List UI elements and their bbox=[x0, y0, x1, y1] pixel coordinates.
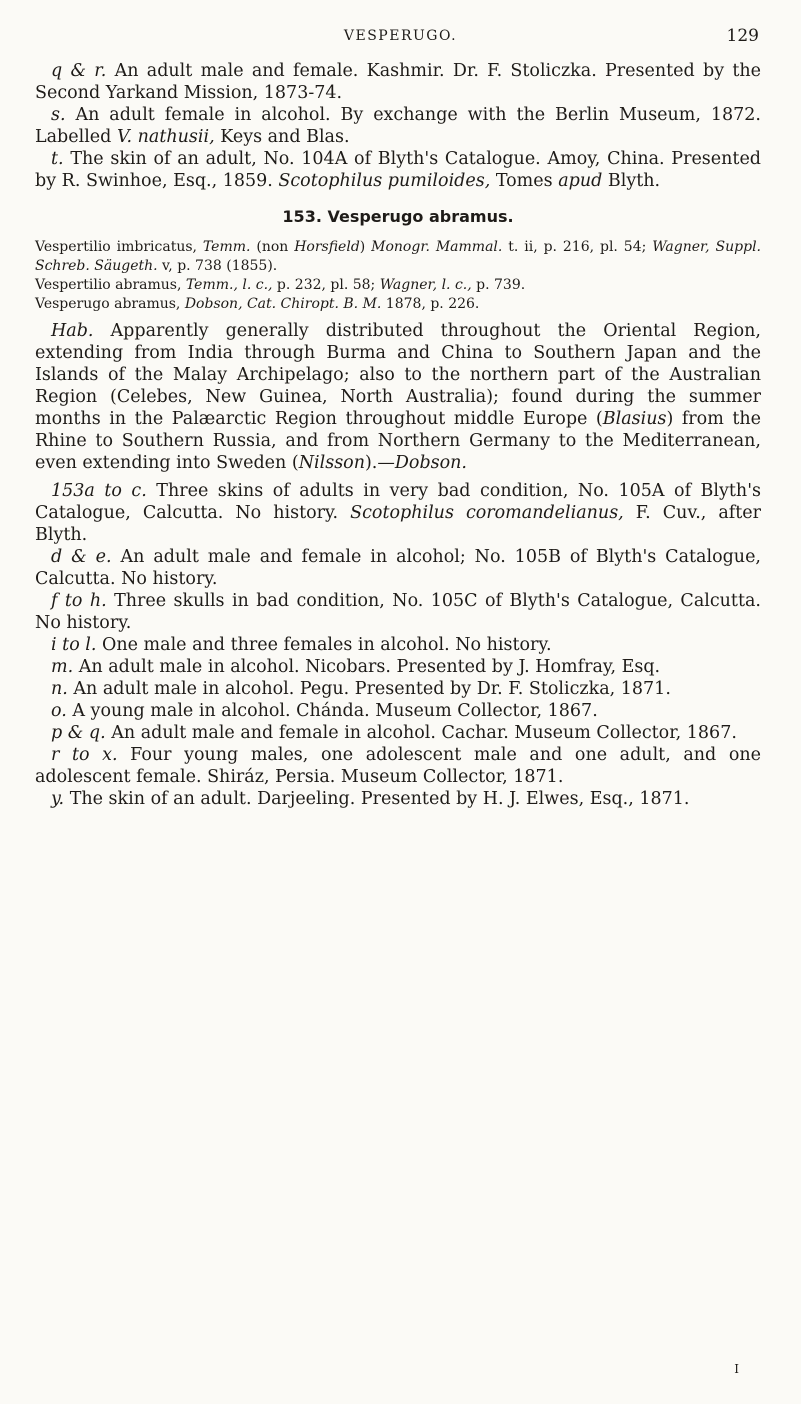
specimen-entry-t bbox=[35, 148, 761, 192]
synonym-line bbox=[35, 238, 761, 276]
entry-label: m. bbox=[51, 657, 74, 677]
entry-italic: Scotophilus coromandelianus, bbox=[350, 503, 624, 523]
synonym-authority: Horsfield bbox=[294, 239, 360, 255]
entry-text: F. Cuv., after Blyth. bbox=[35, 503, 761, 545]
synonym-authority: Wagner, l. c., bbox=[379, 277, 472, 293]
synonym-authority: Temm., l. c., bbox=[185, 277, 273, 293]
habitat-paragraph bbox=[35, 320, 761, 474]
entry-label: p & q. bbox=[51, 723, 106, 743]
habitat-italic: Dobson. bbox=[394, 453, 467, 473]
synonymy-block bbox=[35, 238, 761, 314]
entry-label: i to l. bbox=[51, 635, 97, 655]
entry-text: An adult male and female in alcohol. Cachar. Museum Collector, 1867. bbox=[105, 723, 737, 743]
specimen-entry-f-h bbox=[35, 590, 761, 634]
entry-text: A young male in alcohol. Chánda. Museum Collector, 1867. bbox=[66, 701, 598, 721]
synonym-text: t. ii, p. 216, pl. 54; bbox=[502, 239, 653, 255]
synonym-text: p. 232, pl. 58; bbox=[272, 277, 380, 293]
entry-label: 153a to c. bbox=[51, 481, 147, 501]
entry-text: Keys and Blas. bbox=[214, 127, 350, 147]
specimen-entry-s bbox=[35, 104, 761, 148]
synonym-text: Vespertilio imbricatus, bbox=[35, 239, 203, 255]
body-text bbox=[35, 60, 761, 810]
entry-text: An adult male and female in alcohol; No. 105B of Blyth's Catalogue, Calcutta. No history. bbox=[35, 547, 761, 589]
specimen-entry-p-q bbox=[35, 722, 761, 744]
specimen-entry-r-x bbox=[35, 744, 761, 788]
synonym-authority: Temm. bbox=[202, 239, 251, 255]
entry-text: One male and three females in alcohol. No history. bbox=[96, 635, 552, 655]
specimen-entry-q-r bbox=[35, 60, 761, 104]
entry-italic: apud bbox=[558, 171, 603, 191]
entry-text: An adult female in alcohol. By exchange with the Berlin Museum, 1872. Labelled bbox=[35, 105, 761, 147]
entry-label: n. bbox=[51, 679, 68, 699]
entry-text: The skin of an adult. Darjeeling. Presented by H. J. Elwes, Esq., 1871. bbox=[64, 789, 690, 809]
synonym-authority: Dobson, Cat. Chiropt. B. M. bbox=[184, 296, 382, 312]
entry-label: t. bbox=[51, 149, 64, 169]
specimen-entry-i-l bbox=[35, 634, 761, 656]
entry-text: An adult male in alcohol. Nicobars. Presented by J. Homfray, Esq. bbox=[73, 657, 661, 677]
synonym-text: ) bbox=[359, 239, 372, 255]
entry-text: Four young males, one adolescent male and one adult, and one adolescent female. Shiráz, Persia. Museum Collector, 1871. bbox=[35, 745, 761, 787]
page-number: 129 bbox=[726, 26, 759, 46]
specimen-entry-153a-c bbox=[35, 480, 761, 546]
habitat-text: ) from the Rhine to Southern Russia, and from Northern Germany to the Mediterranean, even extending into Sweden ( bbox=[35, 409, 761, 473]
entry-label: r to x. bbox=[51, 745, 118, 765]
specimen-entry-n bbox=[35, 678, 761, 700]
synonym-authority: Wagner, Suppl. Schreb. Säugeth. bbox=[35, 239, 761, 274]
entry-text: Tomes bbox=[490, 171, 559, 191]
synonym-text: 1878, p. 226. bbox=[381, 296, 480, 312]
entry-label: s. bbox=[51, 105, 66, 125]
species-heading: 153. Vesperugo abramus. bbox=[282, 207, 514, 226]
entry-italic: V. nathusii, bbox=[116, 127, 215, 147]
specimen-entry-o bbox=[35, 700, 761, 722]
specimen-entry-d-e bbox=[35, 546, 761, 590]
synonym-text: v, p. 738 (1855). bbox=[157, 258, 278, 274]
entry-label: o. bbox=[51, 701, 67, 721]
entry-text: Three skins of adults in very bad condition, No. 105A of Blyth's Catalogue, Calcutta. No history. bbox=[35, 481, 761, 523]
synonym-line bbox=[35, 276, 761, 295]
signature-mark: I bbox=[734, 1362, 739, 1376]
entry-italic: Scotophilus pumiloides, bbox=[278, 171, 491, 191]
specimen-entry-m bbox=[35, 656, 761, 678]
entry-text: Blyth. bbox=[602, 171, 661, 191]
entry-text: An adult male in alcohol. Pegu. Presented by Dr. F. Stoliczka, 1871. bbox=[67, 679, 671, 699]
habitat-italic: Blasius bbox=[602, 409, 667, 429]
entry-label: d & e. bbox=[51, 547, 112, 567]
habitat-italic: Nilsson bbox=[298, 453, 365, 473]
specimen-entry-y bbox=[35, 788, 761, 810]
synonym-text: Vespertilio abramus, bbox=[35, 277, 186, 293]
entry-text: An adult male and female. Kashmir. Dr. F. Stoliczka. Presented by the Second Yarkand Mission, 1873-74. bbox=[35, 61, 762, 103]
habitat-text: Apparently generally distributed throughout the Oriental Region, extending from India through Burma and China to Southern Japan and the Islands of the Malay Archipelago; also to the northern part of the Australian Region (Celebes, New Guinea, North Australia); found during the summer months in the Palæarctic Region throughout middle Europe ( bbox=[35, 321, 761, 429]
entry-text: Three skulls in bad condition, No. 105C of Blyth's Catalogue, Calcutta. No history. bbox=[35, 591, 761, 633]
running-head: VESPERUGO. bbox=[343, 28, 458, 44]
synonym-text: p. 739. bbox=[471, 277, 526, 293]
entry-label: q & r. bbox=[51, 61, 107, 81]
entry-label: y. bbox=[51, 789, 65, 809]
habitat-label: Hab. bbox=[51, 321, 94, 341]
synonym-text: Vesperugo abramus, bbox=[35, 296, 185, 312]
entry-label: f to h. bbox=[51, 591, 107, 611]
habitat-text: ).— bbox=[364, 453, 395, 473]
synonym-text: (non bbox=[250, 239, 295, 255]
synonym-line bbox=[35, 295, 761, 314]
synonym-authority: Monogr. Mammal. bbox=[371, 239, 503, 255]
entry-text: The skin of an adult, No. 104A of Blyth's Catalogue. Amoy, China. Presented by R. Swinhoe, Esq., 1859. bbox=[35, 149, 761, 191]
